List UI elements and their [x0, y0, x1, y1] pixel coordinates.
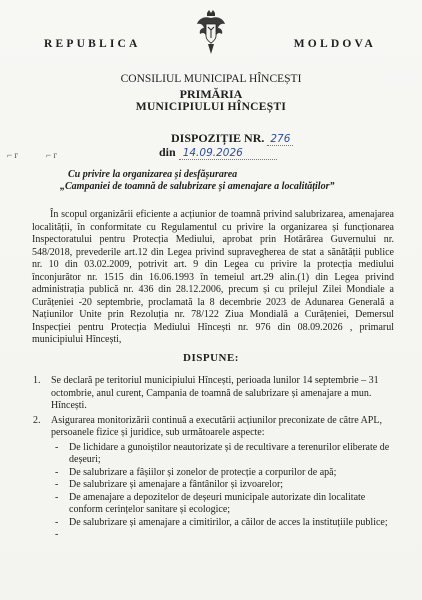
disposition-number: 276	[267, 133, 293, 146]
municipality-name: MUNICIPIULUI HÎNCEȘTI	[135, 101, 287, 113]
dispositions-list: 1. Se declară pe teritoriul municipiului Hîncești, perioada lunilor 14 septembrie – 31 octombrie, anul curent, Campania de toamnă de salubrizare și amenajare a mun. Hîncești. 2. Asigurarea monitorizării continuă a executării acțiunilor preconizate de către APL, persoanele fizice și juridice, sub următoarele aspecte: - De lichidare a gunoiștilor neautorizate și de recultivare a terenurilor eliberate de deșeuri; - De salubrizare a fâșiilor și zonelor de protecție a corpurilor de apă; - De salubrizare și amenajare a fântânilor și izvoarelor; - De amenajare a depozitelor de deșeuri municipale autorizate din localitate conform cerințelor sanitare și ecologice; - De salubrizare și amenajare a cimitirilor, a căilor de acces la instituțiile publice; -	[33, 375, 393, 529]
list-item	[33, 415, 393, 440]
sub-item: - De lichidare a gunoiștilor neautorizate și de recultivare a terenurilor eliberate de deșeuri;	[55, 441, 390, 465]
disposition-number-line	[171, 131, 293, 146]
list-item	[33, 375, 393, 413]
disposition-label: DISPOZIȚIE NR.	[171, 131, 265, 145]
header-republic: REPUBLICA	[44, 38, 141, 50]
sub-item: - De amenajare a depozitelor de deșeuri municipale autorizate din localitate conform cerințelor sanitare și ecologice;	[55, 491, 366, 515]
sub-item: - De salubrizare a fâșiilor și zonelor de protecție a corpurilor de apă;	[55, 466, 337, 478]
sub-item-text: De salubrizare a fâșiilor și zonelor de protecție a corpurilor de apă;	[69, 466, 337, 478]
sub-item: - De salubrizare și amenajare a fântânilor și izvoarelor;	[55, 479, 284, 490]
item-text: Asigurarea monitorizării continuă a executării acțiunilor preconizate de către APL, persoanele fizice și juridice, sub următoarele aspecte:	[51, 414, 382, 438]
margin-mark: ⌐ г	[7, 150, 19, 160]
coat-of-arms-icon	[195, 10, 227, 58]
item-number: 1.	[33, 375, 41, 386]
sub-item-text: De salubrizare și amenajare a cimitirilor, a căilor de acces la instituțiile publice;	[69, 516, 388, 528]
mayoralty-title: PRIMĂRIA	[179, 87, 243, 101]
sub-item-text: De lichidare a gunoiștilor neautorizate și de recultivare a terenurilor eliberate de deșeuri;	[69, 441, 390, 465]
preamble	[32, 209, 394, 347]
council-name: CONSILIUL MUNICIPAL HÎNCEȘTI	[120, 73, 302, 85]
header-moldova: MOLDOVA	[293, 38, 376, 50]
sub-item: - De salubrizare și amenajare a cimitirilor, a căilor de acces la instituțiile publice;	[55, 516, 388, 528]
item-number: 2.	[33, 414, 41, 426]
disposition-date: 14.09.2026	[179, 147, 277, 160]
dispune-heading: DISPUNE:	[183, 352, 239, 364]
margin-mark: ⌐ г	[46, 150, 58, 160]
sub-item-text: De salubrizare și amenajare a fântânilor și izvoarelor;	[69, 479, 284, 490]
preamble-text: În scopul organizării eficiente a acțiunior de toamnă privind salubrizarea, amenajarea localității, în conformitate cu Regulamentul cu privire la organizarea și funcționarea Inspectoratului pentru Protecția Mediului, aprobat prin Hotărârea Guvernului nr. 548/2018, prevederile art.12 din Legea privind supravegherea de stat a sănătății publice nr. 10 din 03.02.2009, potrivit art. 9 din Legea cu privire la protecția mediului înconjurător nr. 1515 din 16.06.1993 în temeiul art.29 alin.(1) din Legea privind administrația publică nr. 436 din 28.12.2006, precum și cu prilejul Zilei Mondiale a Curățeniei -20 septembrie, proclamată la 8 decembrie 2023 de Adunarea Generală a Națiunilor Unite prin Rezoluția nr. 78/122 Ziua Mondială a Curățeniei, Demersul Inspecției pentru Protecția Mediului Hîncești nr. 976 din 08.09.2026 , primarul municipiului Hîncești,	[32, 209, 394, 345]
subject	[60, 169, 334, 193]
sub-item-text: De amenajare a depozitelor de deșeuri municipale autorizate din localitate conform cerințelor sanitare și ecologice;	[69, 491, 366, 515]
disposition-date-line	[159, 145, 277, 160]
item-text: Se declară pe teritoriul municipiului Hîncești, perioada lunilor 14 septembrie – 31 octombrie, anul curent, Campania de toamnă de salubrizare și amenajare a mun. Hîncești.	[51, 375, 379, 411]
subject-line-1: Cu privire la organizarea și desfășurarea	[68, 169, 238, 180]
subject-line-2: „Campaniei de toamnă de salubrizare și amenajare a localităților”	[60, 181, 335, 192]
date-label: din	[159, 145, 176, 159]
